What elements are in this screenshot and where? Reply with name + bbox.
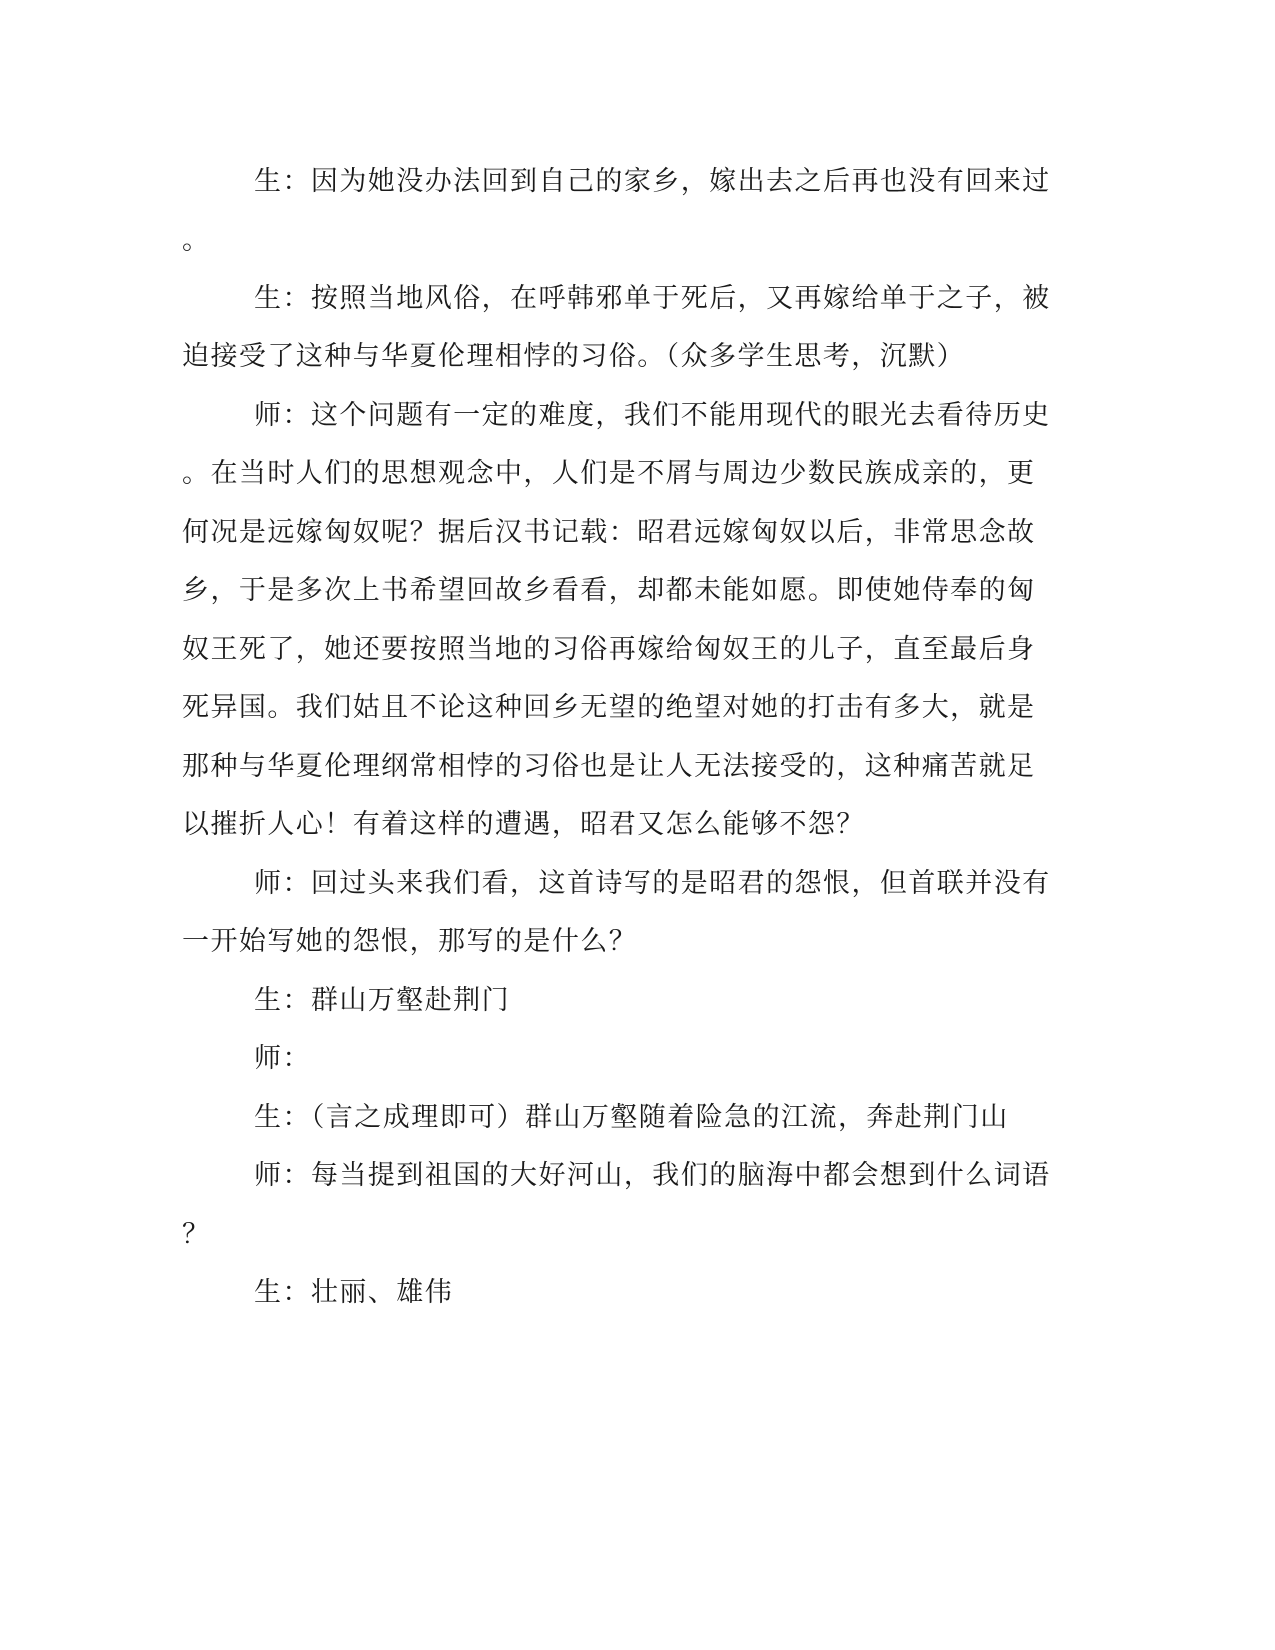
text-line: 迫接受了这种与华夏伦理相悖的习俗。（众多学生思考，沉默） bbox=[182, 341, 966, 372]
text-line: 一开始写她的怨恨，那写的是什么？ bbox=[182, 926, 638, 957]
text-line: 。在当时人们的思想观念中，人们是不屑与周边少数民族成亲的，更 bbox=[182, 458, 1036, 489]
text-line: 那种与华夏伦理纲常相悖的习俗也是让人无法接受的，这种痛苦就足 bbox=[182, 751, 1036, 782]
text-line: 师： bbox=[254, 1043, 311, 1074]
text-line: 生：群山万壑赴荆门 bbox=[254, 985, 511, 1016]
text-line: 。 bbox=[182, 225, 211, 256]
text-line: 以摧折人心！有着这样的遭遇，昭君又怎么能够不怨？ bbox=[182, 809, 865, 840]
text-line: 乡，于是多次上书希望回故乡看看，却都未能如愿。即使她侍奉的匈 bbox=[182, 575, 1036, 606]
text-line: 师：这个问题有一定的难度，我们不能用现代的眼光去看待历史 bbox=[254, 400, 1051, 431]
text-line: 奴王死了，她还要按照当地的习俗再嫁给匈奴王的儿子，直至最后身 bbox=[182, 634, 1036, 665]
text-line: 何况是远嫁匈奴呢？据后汉书记载：昭君远嫁匈奴以后，非常思念故 bbox=[182, 517, 1036, 548]
text-line: 生：按照当地风俗，在呼韩邪单于死后，又再嫁给单于之子，被 bbox=[254, 283, 1051, 314]
text-line: 生：壮丽、雄伟 bbox=[254, 1277, 454, 1308]
text-line: 生：因为她没办法回到自己的家乡，嫁出去之后再也没有回来过 bbox=[254, 166, 1051, 197]
text-line: 生：（言之成理即可）群山万壑随着险急的江流，奔赴荆门山 bbox=[254, 1102, 1009, 1133]
text-line: 师：回过头来我们看，这首诗写的是昭君的怨恨，但首联并没有 bbox=[254, 868, 1051, 899]
text-line: 死异国。我们姑且不论这种回乡无望的绝望对她的打击有多大，就是 bbox=[182, 692, 1036, 723]
text-line: 师：每当提到祖国的大好河山，我们的脑海中都会想到什么词语 bbox=[254, 1160, 1051, 1191]
text-line: ？ bbox=[182, 1219, 211, 1250]
